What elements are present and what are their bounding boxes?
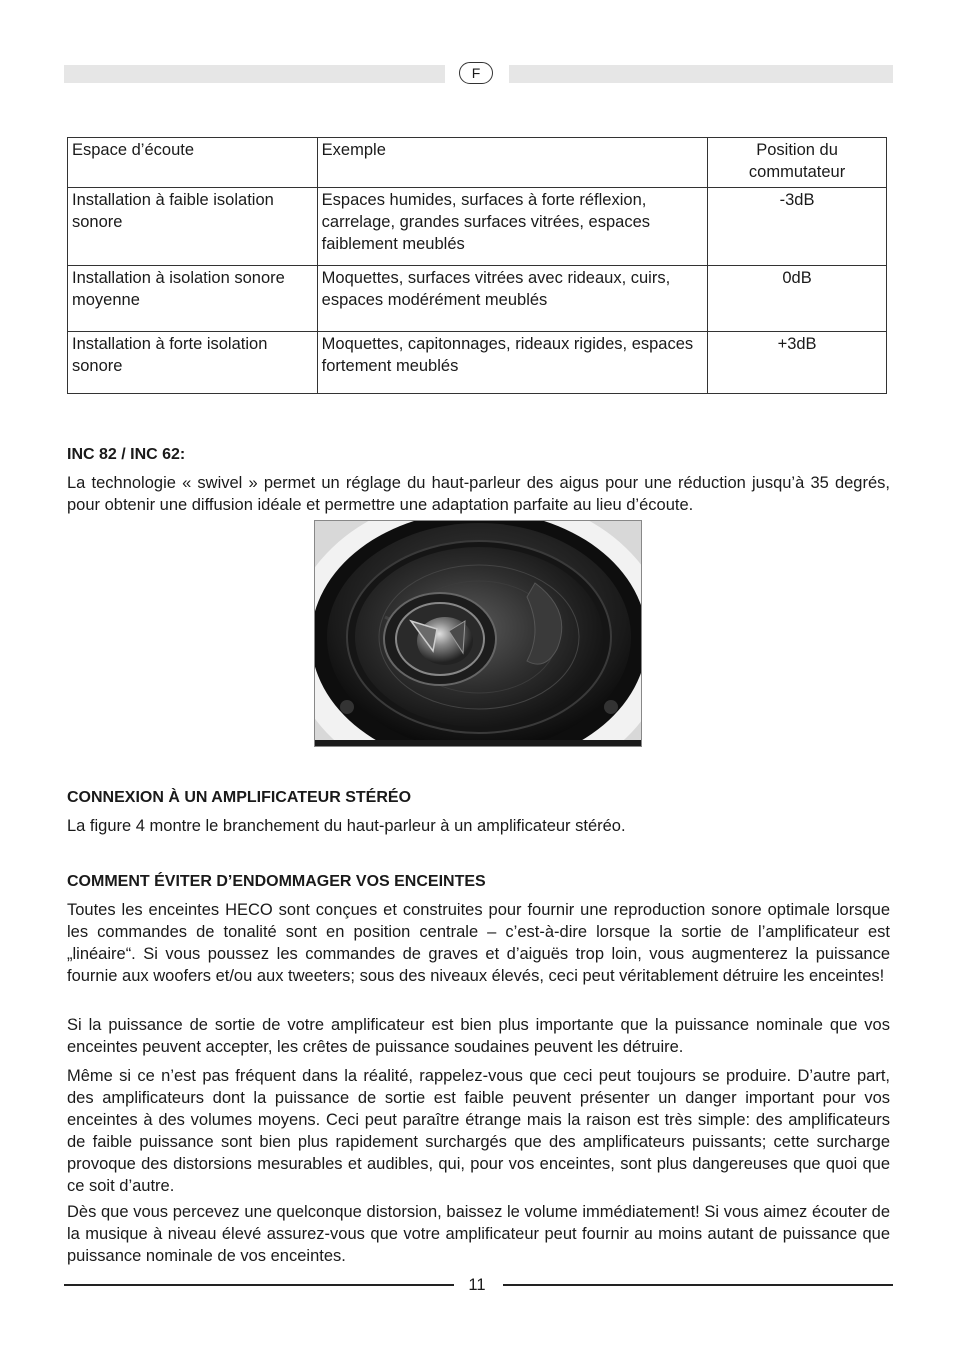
- table-row: [68, 332, 887, 394]
- table-cell-space: Installation à faible isolation sonore: [68, 188, 318, 266]
- damage-heading: COMMENT ÉVITER D’ENDOMMAGER VOS ENCEINTES: [67, 873, 486, 890]
- table-row: [68, 188, 887, 266]
- footer-rule-right: [503, 1284, 893, 1286]
- table-header-cell: Exemple: [317, 138, 707, 188]
- page-number: 11: [468, 1276, 486, 1294]
- table-cell-position: 0dB: [708, 266, 887, 332]
- listening-space-table: [67, 137, 887, 394]
- damage-paragraph: Dès que vous percevez une quelconque distorsion, baissez le volume immédiatement! Si vous aimez écouter de la musique à niveau élevé assurez-vous que votre amplificateur peut fournir au moins autant de puissance que puissance nominale de vos enceintes.: [67, 1203, 890, 1265]
- damage-paragraph: Même si ce n’est pas fréquent dans la réalité, rappelez-vous que ceci peut toujours se produire. D’autre part, des amplificateurs dont la puissance de sortie est faible peuvent présenter un danger important pour vos enceintes à des volumes moyens. Ceci peut paraître étrange mais la raison est très simple: des amplificateurs de faible puissance sont bien plus rapidement surchargés que des amplificateurs puissants; cette surcharge provoque des distorsions mesurables et audibles, qui, pour vos enceintes, sont plus dangereuses que quoi que ce soit d’autre.: [67, 1067, 890, 1195]
- footer-rule-left: [64, 1284, 454, 1286]
- amp-heading: CONNEXION À UN AMPLIFICATEUR STÉRÉO: [67, 789, 412, 806]
- table-cell-space: Installation à isolation sonore moyenne: [68, 266, 318, 332]
- table-cell-position: +3dB: [708, 332, 887, 394]
- table-row: [68, 266, 887, 332]
- table-cell-example: Moquettes, surfaces vitrées avec rideaux, cuirs, espaces modérément meublés: [317, 266, 707, 332]
- table-header-cell: Position du commutateur: [708, 138, 887, 188]
- language-badge: F: [459, 62, 493, 84]
- amp-paragraph: La figure 4 montre le branchement du haut-parleur à un amplificateur stéréo.: [67, 817, 626, 835]
- table-header-cell: Espace d’écoute: [68, 138, 318, 188]
- inc-paragraph: La technologie « swivel » permet un réglage du haut-parleur des aigus pour une réduction jusqu’à 35 degrés, pour obtenir une diffusion idéale et permettre une adaptation parfaite au lieu d’écoute.: [67, 474, 890, 514]
- table-header-row: [68, 138, 887, 188]
- speaker-photo: [314, 520, 642, 747]
- table-cell-position: -3dB: [708, 188, 887, 266]
- table-cell-example: Moquettes, capitonnages, rideaux rigides, espaces fortement meublés: [317, 332, 707, 394]
- damage-paragraph: Toutes les enceintes HECO sont conçues et construites pour fournir une reproduction sonore optimale lorsque les commandes de tonalité sont en position centrale – c’est-à-dire lorsque la sortie de l’amplificateur est „linéaire“. Si vous poussez les commandes de graves et d’aiguës trop loin, vous augmenterez la puissance fournie aux woofers et/ou aux tweeters; sous des niveaux élevés, ceci peut véritablement détruire les enceintes!: [67, 901, 890, 985]
- table-cell-space: Installation à forte isolation sonore: [68, 332, 318, 394]
- inc-heading: INC 82 / INC 62:: [67, 446, 186, 463]
- table-cell-example: Espaces humides, surfaces à forte réflexion, carrelage, grandes surfaces vitrées, espaces faiblement meublés: [317, 188, 707, 266]
- speaker-illustration: [315, 521, 642, 747]
- damage-paragraph: Si la puissance de sortie de votre amplificateur est bien plus importante que la puissance nominale que vos enceintes peuvent accepter, les crêtes de puissance soudaines peuvent les détruire.: [67, 1016, 890, 1056]
